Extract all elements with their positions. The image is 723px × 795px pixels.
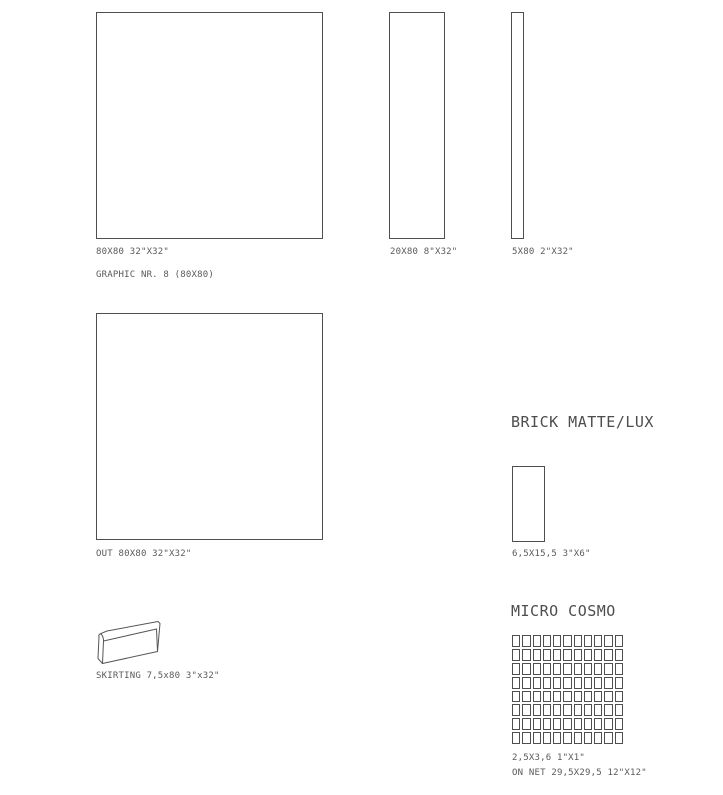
mosaic-tile-cell — [604, 718, 612, 730]
mosaic-tile-cell — [604, 704, 612, 716]
mosaic-tile-cell — [553, 691, 561, 703]
mosaic-tile-cell — [615, 677, 623, 689]
mosaic-tile-cell — [594, 732, 602, 744]
mosaic-tile-cell — [574, 732, 582, 744]
mosaic-tile-cell — [543, 663, 551, 675]
mosaic-tile-cell — [533, 704, 541, 716]
mosaic-tile-cell — [594, 677, 602, 689]
mosaic-tile-cell — [553, 732, 561, 744]
mosaic-tile-cell — [543, 704, 551, 716]
size-label-80x80: 80X80 32"X32" — [96, 247, 170, 257]
section-heading-micro-cosmo: MICRO COSMO — [511, 602, 616, 620]
mosaic-tile-cell — [543, 649, 551, 661]
mosaic-tile-cell — [533, 677, 541, 689]
mosaic-tile-cell — [543, 635, 551, 647]
mosaic-tile-cell — [553, 718, 561, 730]
mosaic-tile-cell — [584, 732, 592, 744]
mosaic-tile-cell — [512, 649, 520, 661]
mosaic-tile-cell — [563, 718, 571, 730]
size-label-20x80: 20X80 8"X32" — [390, 247, 458, 257]
mosaic-tile-cell — [615, 635, 623, 647]
mosaic-tile-cell — [584, 677, 592, 689]
mosaic-tile-cell — [512, 677, 520, 689]
size-label-skirting: SKIRTING 7,5x80 3"x32" — [96, 671, 220, 681]
mosaic-tile-cell — [563, 677, 571, 689]
mosaic-tile-cell — [604, 635, 612, 647]
mosaic-tile-cell — [512, 635, 520, 647]
mosaic-tile-cell — [533, 649, 541, 661]
size-label-micro-cosmo-net: ON NET 29,5X29,5 12"X12" — [512, 768, 647, 778]
size-label-5x80: 5X80 2"X32" — [512, 247, 574, 257]
mosaic-tile-cell — [543, 677, 551, 689]
mosaic-tile-cell — [584, 691, 592, 703]
mosaic-tile-cell — [615, 718, 623, 730]
size-label-out-80x80: OUT 80X80 32"X32" — [96, 549, 192, 559]
mosaic-tile-cell — [574, 704, 582, 716]
mosaic-tile-cell — [522, 677, 530, 689]
mosaic-tile-cell — [604, 663, 612, 675]
mosaic-tile-cell — [563, 732, 571, 744]
name-label-graphic-nr-8: GRAPHIC NR. 8 (80X80) — [96, 270, 214, 280]
mosaic-tile-cell — [584, 635, 592, 647]
mosaic-tile-cell — [553, 677, 561, 689]
mosaic-tile-cell — [512, 704, 520, 716]
mosaic-grid-drawing — [512, 635, 623, 744]
mosaic-tile-cell — [553, 635, 561, 647]
mosaic-tile-cell — [594, 691, 602, 703]
tile-drawing-5x80 — [511, 12, 524, 239]
size-label-micro-cosmo-chip: 2,5X3,6 1"X1" — [512, 753, 586, 763]
mosaic-tile-cell — [615, 663, 623, 675]
mosaic-tile-cell — [512, 718, 520, 730]
mosaic-tile-cell — [615, 691, 623, 703]
tile-drawing-80x80-graphic — [96, 12, 323, 239]
mosaic-tile-cell — [533, 732, 541, 744]
mosaic-tile-cell — [533, 635, 541, 647]
mosaic-tile-cell — [604, 732, 612, 744]
tile-drawing-out-80x80 — [96, 313, 323, 540]
mosaic-tile-cell — [522, 663, 530, 675]
mosaic-tile-cell — [584, 649, 592, 661]
mosaic-tile-cell — [522, 635, 530, 647]
mosaic-tile-cell — [584, 718, 592, 730]
mosaic-tile-cell — [522, 718, 530, 730]
mosaic-tile-cell — [584, 704, 592, 716]
mosaic-tile-cell — [543, 732, 551, 744]
mosaic-tile-cell — [594, 663, 602, 675]
size-label-brick: 6,5X15,5 3"X6" — [512, 549, 591, 559]
mosaic-tile-cell — [594, 635, 602, 647]
skirting-3d-drawing — [88, 616, 168, 668]
mosaic-tile-cell — [553, 704, 561, 716]
mosaic-tile-cell — [553, 663, 561, 675]
mosaic-tile-cell — [574, 635, 582, 647]
mosaic-tile-cell — [533, 691, 541, 703]
mosaic-tile-cell — [615, 704, 623, 716]
mosaic-tile-cell — [522, 704, 530, 716]
mosaic-tile-cell — [512, 691, 520, 703]
mosaic-tile-cell — [563, 635, 571, 647]
mosaic-tile-cell — [604, 677, 612, 689]
mosaic-tile-cell — [522, 691, 530, 703]
mosaic-tile-cell — [563, 704, 571, 716]
mosaic-tile-cell — [522, 732, 530, 744]
mosaic-tile-cell — [574, 663, 582, 675]
section-heading-brick-matte-lux: BRICK MATTE/LUX — [511, 413, 654, 431]
mosaic-tile-cell — [574, 677, 582, 689]
mosaic-tile-cell — [615, 732, 623, 744]
mosaic-tile-cell — [604, 649, 612, 661]
mosaic-tile-cell — [615, 649, 623, 661]
mosaic-tile-cell — [604, 691, 612, 703]
tile-drawing-20x80 — [389, 12, 445, 239]
mosaic-tile-cell — [563, 691, 571, 703]
mosaic-tile-cell — [574, 691, 582, 703]
mosaic-tile-cell — [553, 649, 561, 661]
mosaic-tile-cell — [574, 718, 582, 730]
mosaic-tile-cell — [543, 718, 551, 730]
mosaic-tile-cell — [594, 704, 602, 716]
mosaic-tile-cell — [594, 718, 602, 730]
mosaic-tile-cell — [584, 663, 592, 675]
mosaic-tile-cell — [522, 649, 530, 661]
mosaic-tile-cell — [543, 691, 551, 703]
mosaic-tile-cell — [512, 663, 520, 675]
mosaic-tile-cell — [563, 649, 571, 661]
mosaic-tile-cell — [574, 649, 582, 661]
mosaic-tile-cell — [594, 649, 602, 661]
mosaic-tile-cell — [533, 663, 541, 675]
mosaic-tile-cell — [563, 663, 571, 675]
mosaic-tile-cell — [512, 732, 520, 744]
tile-drawing-brick-6-5x15-5 — [512, 466, 545, 542]
mosaic-tile-cell — [533, 718, 541, 730]
